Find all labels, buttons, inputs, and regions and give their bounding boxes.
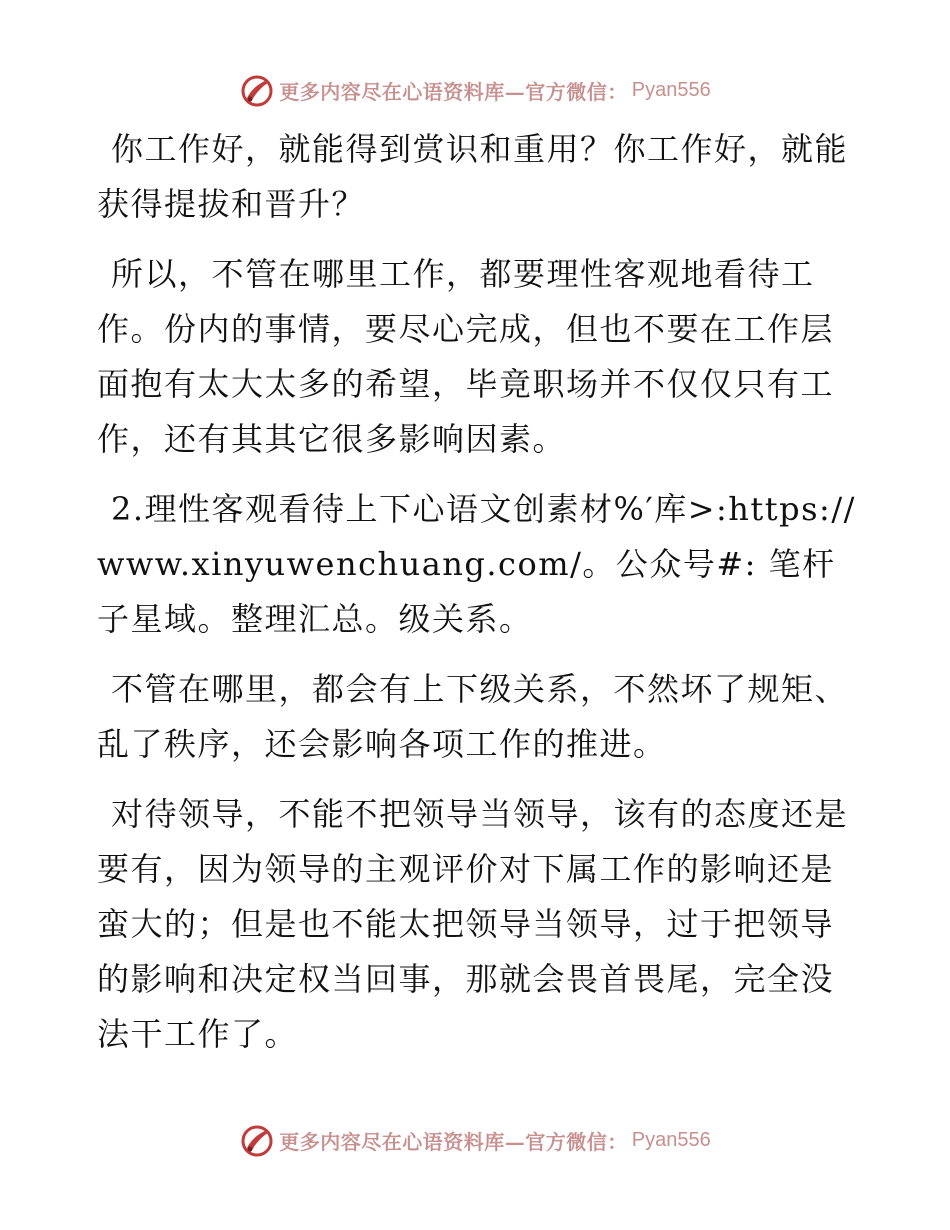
header-banner-text: 更多内容尽在心语资料库—官方微信： [279, 79, 628, 104]
paragraph-2: 所以，不管在哪里工作，都要理性客观地看待工作。份内的事情，要尽心完成，但也不要在工作层面抱有太大太多的希望，毕竟职场并不仅仅只有工作，还有其其它很多影响因素。 [97, 255, 835, 458]
paragraph-5: 对待领导，不能不把领导当领导，该有的态度还是要有，因为领导的主观评价对下属工作的影响还是蛮大的；但是也不能太把领导当领导，过于把领导的影响和决定权当回事，那就会畏首畏尾，完全没法干工作了。 [97, 795, 849, 1053]
paragraph-1: 你工作好，就能得到赏识和重用？你工作好，就能获得提拔和晋升？ [97, 130, 849, 223]
footer-banner [0, 1120, 950, 1160]
paragraph-4: 不管在哪里，都会有上下级关系，不然坏了规矩、乱了秩序，还会影响各项工作的推进。 [97, 670, 849, 763]
header-wechat-handle: Pyan556 [631, 78, 711, 101]
brush-pen-logo-icon [239, 72, 275, 108]
footer-banner-text: 更多内容尽在心语资料库—官方微信： [279, 1129, 628, 1154]
footer-wechat-handle: Pyan556 [631, 1128, 711, 1151]
header-banner [0, 70, 950, 110]
paragraph-3: 2.理性客观看待上下心语文创素材%′库>:https://www.xinyuwenchuang.com/。公众号#: 笔杆子星域。整理汇总。级关系。 [97, 490, 856, 638]
brush-pen-logo-icon [239, 1122, 275, 1158]
article-body [97, 122, 857, 1077]
